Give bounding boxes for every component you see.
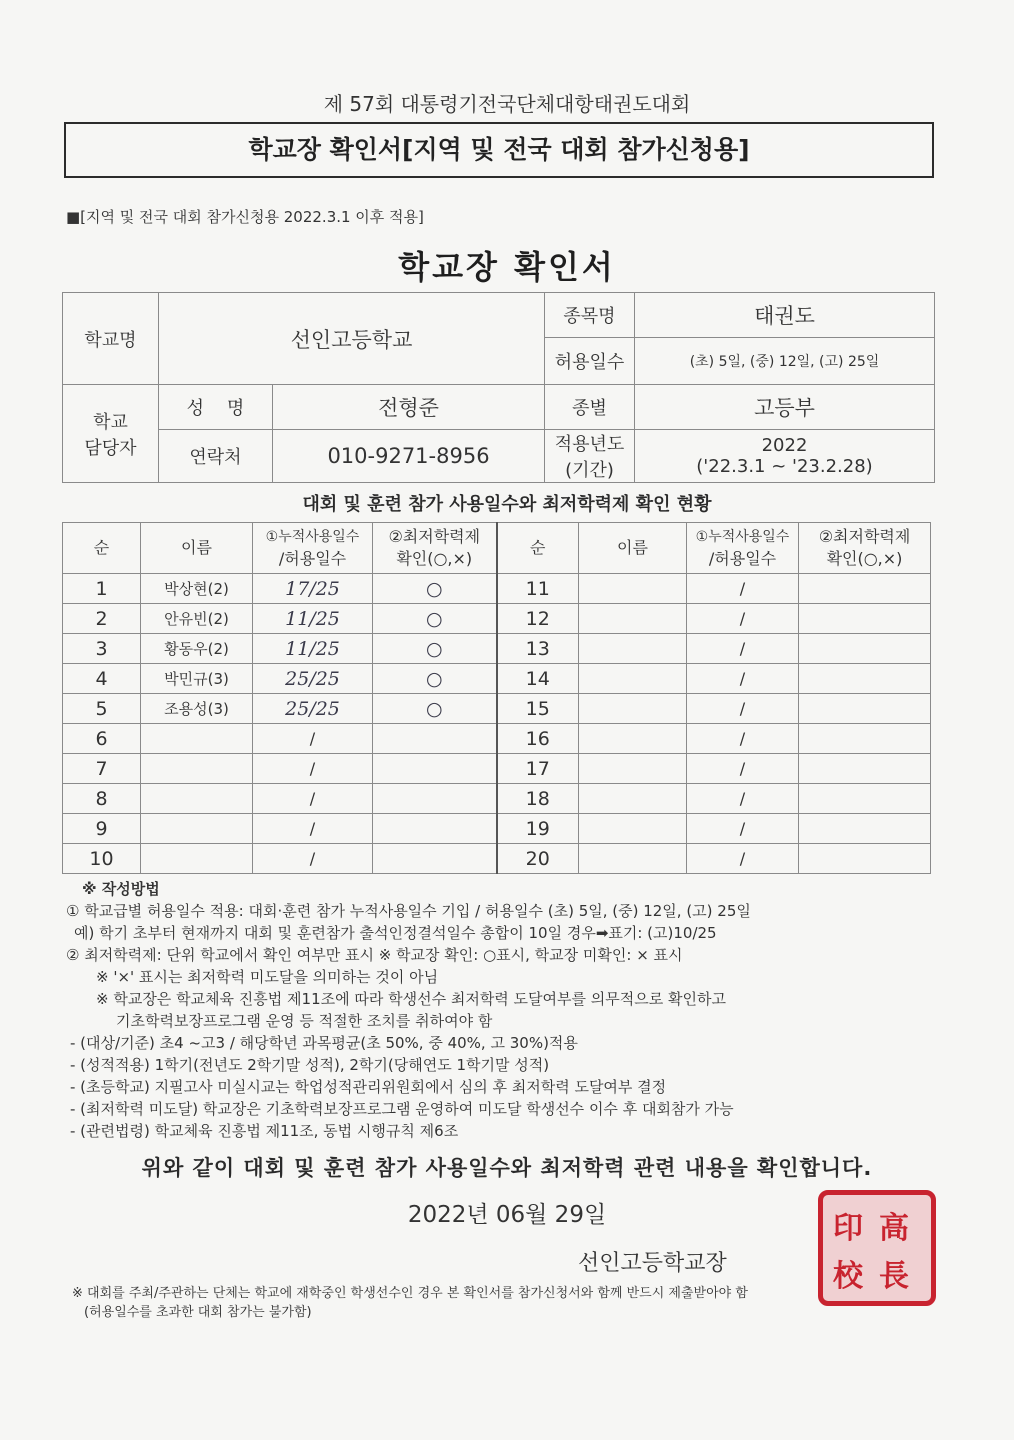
academic-check-right [799, 664, 931, 694]
academic-check-left: ○ [373, 574, 497, 604]
athlete-name-right [579, 784, 687, 814]
days-used-right: / [687, 844, 799, 874]
contact-person-label [63, 385, 159, 483]
col-check-left-2: 확인(○,×) [396, 549, 473, 568]
col-name-left: 이름 [141, 523, 253, 574]
days-used-left: 11/25 [253, 604, 373, 634]
confirmation-statement: 위와 같이 대회 및 훈련 참가 사용일수와 최저학력 관련 내용을 확인합니다. [141, 1156, 873, 1180]
athlete-name-left: 박상현(2) [141, 574, 253, 604]
athlete-name-left: 조용성(3) [141, 694, 253, 724]
year-value-line2: ('22.3.1 ~ '23.2.28) [696, 456, 873, 477]
year-value [635, 430, 935, 483]
instruction-line: ※ 학교장은 학교체육 진흥법 제11조에 따라 학생선수 최저학력 도달여부를 의무적으로 확인하고 [96, 990, 726, 1008]
days-used-left: / [253, 844, 373, 874]
instruction-line: ① 학교급별 허용일수 적용: 대회·훈련 참가 누적사용일수 기입 / 허용일수 (초) 5일, (중) 12일, (고) 25일 [66, 902, 751, 920]
row-number-right: 16 [497, 724, 579, 754]
days-used-right: / [687, 634, 799, 664]
athlete-name-left [141, 814, 253, 844]
academic-check-right [799, 784, 931, 814]
table-row [63, 784, 931, 814]
name-label: 성 명 [159, 385, 273, 430]
academic-check-left [373, 814, 497, 844]
year-label-line2: (기간) [565, 460, 614, 481]
signer-name: 선인고등학교장 [578, 1251, 727, 1276]
athlete-name-left [141, 844, 253, 874]
roster-table [62, 522, 931, 874]
instruction-line: - (성적적용) 1학기(전년도 2학기말 성적), 2학기(당해연도 1학기말 성적) [70, 1056, 550, 1074]
document-title: 학교장 확인서 [398, 248, 616, 286]
days-used-right: / [687, 754, 799, 784]
athlete-name-right [579, 604, 687, 634]
col-check-left-1: ②최저학력제 [388, 527, 481, 546]
days-used-right: / [687, 664, 799, 694]
col-no-left: 순 [63, 523, 141, 574]
instructions [66, 878, 751, 1142]
year-label-line1: 적용년도 [554, 434, 625, 455]
col-days-left [253, 523, 373, 574]
title-box: 학교장 확인서[지역 및 전국 대회 참가신청용] [64, 122, 934, 178]
days-used-right: / [687, 814, 799, 844]
year-value-line1: 2022 [761, 435, 808, 456]
academic-check-right [799, 574, 931, 604]
days-used-left: / [253, 754, 373, 784]
academic-check-right [799, 844, 931, 874]
row-number-right: 19 [497, 814, 579, 844]
row-number-left: 2 [63, 604, 141, 634]
instruction-line: - (관련법령) 학교체육 진흥법 제11조, 동법 시행규칙 제6조 [70, 1122, 459, 1140]
academic-check-left: ○ [373, 634, 497, 664]
issue-date: 2022년 06월 29일 [407, 1202, 607, 1228]
athlete-name-right [579, 634, 687, 664]
academic-check-right [799, 724, 931, 754]
col-days-left-1: ①누적사용일수 [265, 529, 360, 545]
row-number-right: 20 [497, 844, 579, 874]
days-used-left: / [253, 724, 373, 754]
row-number-right: 14 [497, 664, 579, 694]
instructions-title: ※ 작성방법 [82, 880, 160, 898]
row-number-right: 12 [497, 604, 579, 634]
days-used-left: / [253, 784, 373, 814]
instruction-line: ② 최저학력제: 단위 학교에서 확인 여부만 표시 ※ 학교장 확인: ○표시, 학교장 미확인: × 표시 [66, 946, 683, 964]
academic-check-left: ○ [373, 664, 497, 694]
academic-check-left: ○ [373, 694, 497, 724]
athlete-name-left: 박민규(3) [141, 664, 253, 694]
days-used-left: 25/25 [253, 694, 373, 724]
days-used-left: 17/25 [253, 574, 373, 604]
row-number-left: 9 [63, 814, 141, 844]
col-check-right-2: 확인(○,×) [826, 549, 903, 568]
row-number-right: 17 [497, 754, 579, 784]
instruction-line: ※ '×' 표시는 최저학력 미도달을 의미하는 것이 아님 [96, 968, 439, 986]
days-used-left: / [253, 814, 373, 844]
table-row [63, 574, 931, 604]
academic-check-left: ○ [373, 604, 497, 634]
instruction-line: 예) 학기 초부터 현재까지 대회 및 훈련참가 출석인정결석일수 총합이 10일 경우➡표기: (고)10/25 [74, 924, 717, 942]
event-value: 태권도 [635, 293, 935, 338]
academic-check-left [373, 754, 497, 784]
row-number-left: 5 [63, 694, 141, 724]
footnote [72, 1284, 748, 1322]
days-used-right: / [687, 784, 799, 814]
col-days-right-2: /허용일수 [708, 549, 777, 568]
row-number-left: 6 [63, 724, 141, 754]
table-row [63, 604, 931, 634]
academic-check-left [373, 724, 497, 754]
col-no-right: 순 [497, 523, 579, 574]
official-seal: 印 高 校 長 [818, 1190, 936, 1306]
footnote-line1: ※ 대회를 주최/주관하는 단체는 학교에 재학중인 학생선수인 경우 본 확인서를 참가신청서와 함께 반드시 제출받아야 함 [72, 1286, 748, 1301]
academic-check-right [799, 694, 931, 724]
phone-value: 010-9271-8956 [273, 430, 545, 483]
row-number-right: 11 [497, 574, 579, 604]
table-row [63, 634, 931, 664]
academic-check-left [373, 844, 497, 874]
division-value: 고등부 [635, 385, 935, 430]
table-row [63, 754, 931, 784]
applicability-notice: ■[지역 및 전국 대회 참가신청용 2022.3.1 이후 적용] [66, 208, 424, 226]
academic-check-right [799, 814, 931, 844]
row-number-left: 10 [63, 844, 141, 874]
col-check-right-1: ②최저학력제 [818, 527, 911, 546]
days-used-right: / [687, 574, 799, 604]
row-number-right: 13 [497, 634, 579, 664]
allowed-days-label: 허용일수 [545, 338, 635, 385]
days-used-right: / [687, 694, 799, 724]
days-used-left: 11/25 [253, 634, 373, 664]
row-number-right: 18 [497, 784, 579, 814]
event-label: 종목명 [545, 293, 635, 338]
athlete-name-right [579, 694, 687, 724]
row-number-right: 15 [497, 694, 579, 724]
school-name: 선인고등학교 [159, 293, 545, 385]
instruction-line: - (초등학교) 지필고사 미실시교는 학업성적관리위원회에서 심의 후 최저학력 도달여부 결정 [70, 1078, 667, 1096]
athlete-name-right [579, 574, 687, 604]
days-used-right: / [687, 604, 799, 634]
col-check-right [799, 523, 931, 574]
instruction-line: 기초학력보장프로그램 운영 등 적절한 조치를 취하여야 함 [116, 1012, 493, 1030]
academic-check-right [799, 754, 931, 784]
col-days-left-2: /허용일수 [278, 549, 347, 568]
table-row [63, 694, 931, 724]
col-check-left [373, 523, 497, 574]
athlete-name-left [141, 754, 253, 784]
contact-label-line1: 학교 [93, 411, 128, 433]
col-name-right: 이름 [579, 523, 687, 574]
days-used-left: 25/25 [253, 664, 373, 694]
athlete-name-left: 안유빈(2) [141, 604, 253, 634]
division-label: 종별 [545, 385, 635, 430]
athlete-name-right [579, 814, 687, 844]
row-number-left: 7 [63, 754, 141, 784]
athlete-name-left [141, 784, 253, 814]
competition-name: 제 57회 대통령기전국단체대항태권도대회 [323, 92, 691, 116]
athlete-name-right [579, 754, 687, 784]
row-number-left: 8 [63, 784, 141, 814]
instruction-line: - (대상/기준) 초4 ~고3 / 해당학년 과목평균(초 50%, 중 40%, 고 30%)적용 [70, 1034, 578, 1052]
col-days-right [687, 523, 799, 574]
days-used-right: / [687, 724, 799, 754]
year-label [545, 430, 635, 483]
contact-label-line2: 담당자 [84, 437, 137, 459]
row-number-left: 4 [63, 664, 141, 694]
table-row [63, 814, 931, 844]
academic-check-right [799, 604, 931, 634]
roster-subtitle: 대회 및 훈련 참가 사용일수와 최저학력제 확인 현황 [302, 494, 712, 515]
table-row [63, 664, 931, 694]
academic-check-right [799, 634, 931, 664]
name-value: 전형준 [273, 385, 545, 430]
instruction-line: - (최저학력 미도달) 학교장은 기초학력보장프로그램 운영하여 미도달 학생선수 이수 후 대회참가 가능 [70, 1100, 734, 1118]
athlete-name-right [579, 664, 687, 694]
school-label: 학교명 [63, 293, 159, 385]
athlete-name-right [579, 724, 687, 754]
row-number-left: 1 [63, 574, 141, 604]
info-table [62, 292, 935, 483]
academic-check-left [373, 784, 497, 814]
athlete-name-left [141, 724, 253, 754]
row-number-left: 3 [63, 634, 141, 664]
phone-label: 연락처 [159, 430, 273, 483]
allowed-days-value: (초) 5일, (중) 12일, (고) 25일 [635, 338, 935, 385]
athlete-name-right [579, 844, 687, 874]
footnote-line2: (허용일수를 초과한 대회 참가는 불가함) [84, 1305, 312, 1320]
athlete-name-left: 황동우(2) [141, 634, 253, 664]
table-row [63, 844, 931, 874]
col-days-right-1: ①누적사용일수 [695, 529, 790, 545]
table-row [63, 724, 931, 754]
